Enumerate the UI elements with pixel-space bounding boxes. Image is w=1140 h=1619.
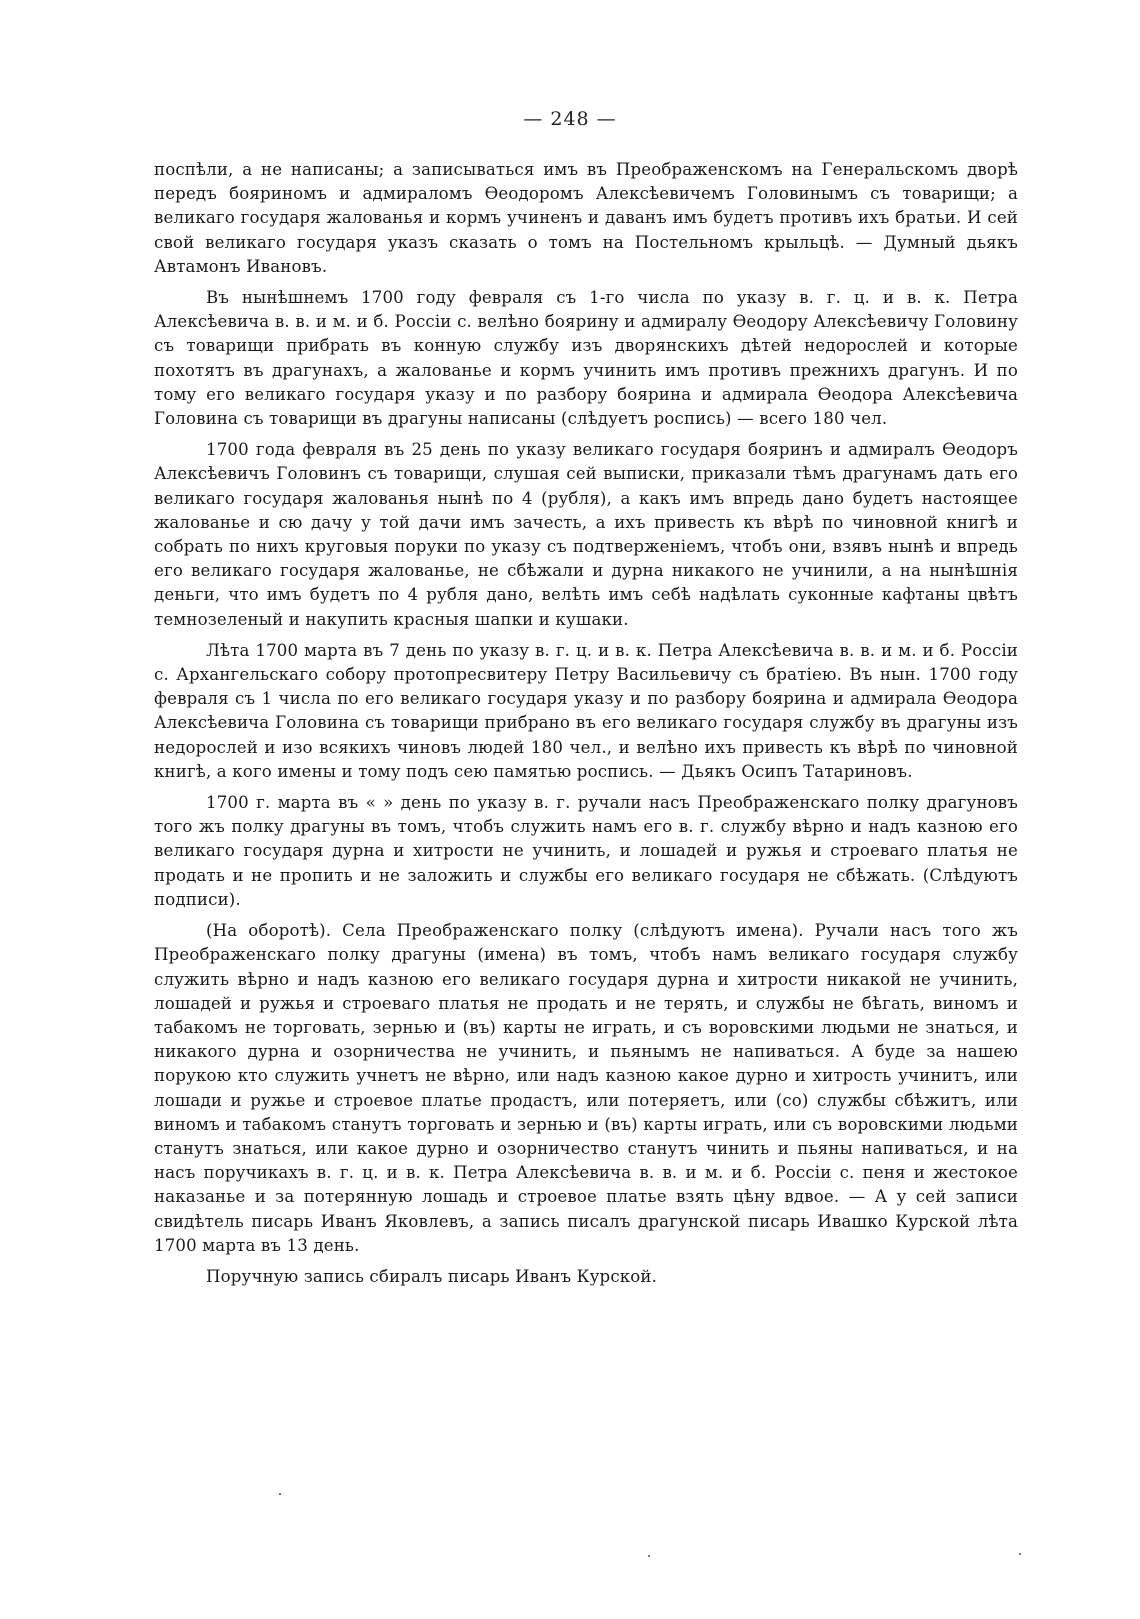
paragraph-1: поспѣли, а не написаны; а записываться имъ въ Преображенскомъ на Генеральскомъ дворѣ передъ бояриномъ и адмираломъ Өеодоромъ Алексѣевичемъ Головинымъ съ товарищи; а великаго государя жалованья и кормъ учиненъ и даванъ имъ будетъ противъ ихъ братьи. И сей свой великаго государя указъ сказать о томъ на Постельномъ крыльцѣ. — Думный дьякъ Автамонъ Ивановъ. (154, 160, 1018, 276)
paragraph-2: Въ нынѣшнемъ 1700 году февраля съ 1-го числа по указу в. г. ц. и в. к. Петра Алексѣевича в. в. и м. и б. Россіи с. велѣно боярину и адмиралу Өеодору Алексѣевичу Головину съ товарищи прибрать въ конную службу изъ дворянскихъ дѣтей недорослей и которые похотятъ въ драгунахъ, а жалованье и кормъ учинить имъ противъ прежнихъ драгунъ. И по тому его великаго государя указу и по разбору боярина и адмирала Өеодора Алексѣевича Головина съ товарищи въ драгуны написаны (слѣдуетъ роспись) — всего 180 чел. (154, 288, 1018, 429)
paragraph-5: 1700 г. марта въ « » день по указу в. г. ручали насъ Преображенскаго полку драгуновъ того жъ полку драгуны въ томъ, чтобъ служить намъ его в. г. службу вѣрно и надъ казною его великаго государя дурна и хитрости не учинить, и лошадей и ружья и строеваго платья не продать и не пропить и не заложить и службы его великаго государя не сбѣжать. (Слѣдуютъ подписи). (154, 793, 1018, 909)
paragraph-4: Лѣта 1700 марта въ 7 день по указу в. г. ц. и в. к. Петра Алексѣевича в. в. и м. и б. Россіи с. Архангельскаго собору протопресвитеру Петру Васильевичу съ братіею. Въ нын. 1700 году февраля съ 1 числа по его великаго государя указу и по разбору боярина и адмирала Өеодора Алексѣевича Головина съ товарищи прибрано въ его великаго государя службу въ драгуны изъ недорослей и изо всякихъ чиновъ людей 180 чел., и велѣно ихъ привесть къ вѣрѣ по чиновной книгѣ, а кого имены и тому подъ сею памятью роспись. — Дьякъ Осипъ Татариновъ. (154, 640, 1018, 781)
scan-speck (279, 1493, 281, 1495)
scan-speck (648, 1555, 650, 1557)
text-body (154, 158, 1018, 1296)
scan-speck (1019, 1553, 1021, 1555)
paragraph-7: Поручную запись сбиралъ писарь Иванъ Курской. (206, 1266, 658, 1286)
page-number: — 248 — (523, 108, 617, 130)
paragraph-3: 1700 года февраля въ 25 день по указу великаго государя бояринъ и адмиралъ Өеодоръ Алексѣевичъ Головинъ съ товарищи, слушая сей выписки, приказали тѣмъ драгунамъ дать его великаго государя жалованья нынѣ по 4 (рубля), а какъ имъ впредь дано будетъ настоящее жалованье и сю дачу у той дачи имъ зачесть, а ихъ привесть къ вѣрѣ по чиновной книгѣ и собрать по нихъ круговыя поруки по указу съ подтверженіемъ, чтобъ они, взявъ нынѣ и впредь его великаго государя жалованье, не сбѣжали и дурна никакого не учинили, а на нынѣшнія деньги, что имъ будетъ по 4 рубля дано, велѣть имъ себѣ надѣлать суконные кафтаны цвѣтъ темнозеленый и накупить красныя шапки и кушаки. (154, 440, 1018, 629)
paragraph-6: (На оборотѣ). Села Преображенскаго полку (слѣдуютъ имена). Ручали насъ того жъ Преображенскаго полку драгуны (имена) въ томъ, чтобъ намъ великаго государя службу служить вѣрно и надъ казною его великаго государя дурна и хитрости никакой не учинить, лошадей и ружья и строеваго платья не продать и не терять, и службы не бѣгать, виномъ и табакомъ не торговать, зернью и (въ) карты не играть, и съ воровскими людьми не знаться, и никакого дурна и озорничества не учинить, и пьянымъ не напиваться. А буде за нашею порукою кто служить учнетъ не вѣрно, или надъ казною какое дурно и хитрость учинитъ, или лошади и ружье и строевое платье продастъ, или потеряетъ, или (со) службы сбѣжитъ, или виномъ и табакомъ станутъ торговать и зернью и (въ) карты играть, или съ воровскими людьми станутъ знаться, или какое дурно и озорничество станутъ чинить и пьяны напиваться, и на насъ поручикахъ в. г. ц. и в. к. Петра Алексѣевича в. в. и м. и б. Россіи с. пеня и жестокое наказанье и за потерянную лошадь и строевое платье взять цѣну вдвое. — А у сей записи свидѣтель писарь Иванъ Яковлевъ, а запись писалъ драгунской писарь Ивашко Курской лѣта 1700 марта въ 13 день. (154, 921, 1018, 1255)
